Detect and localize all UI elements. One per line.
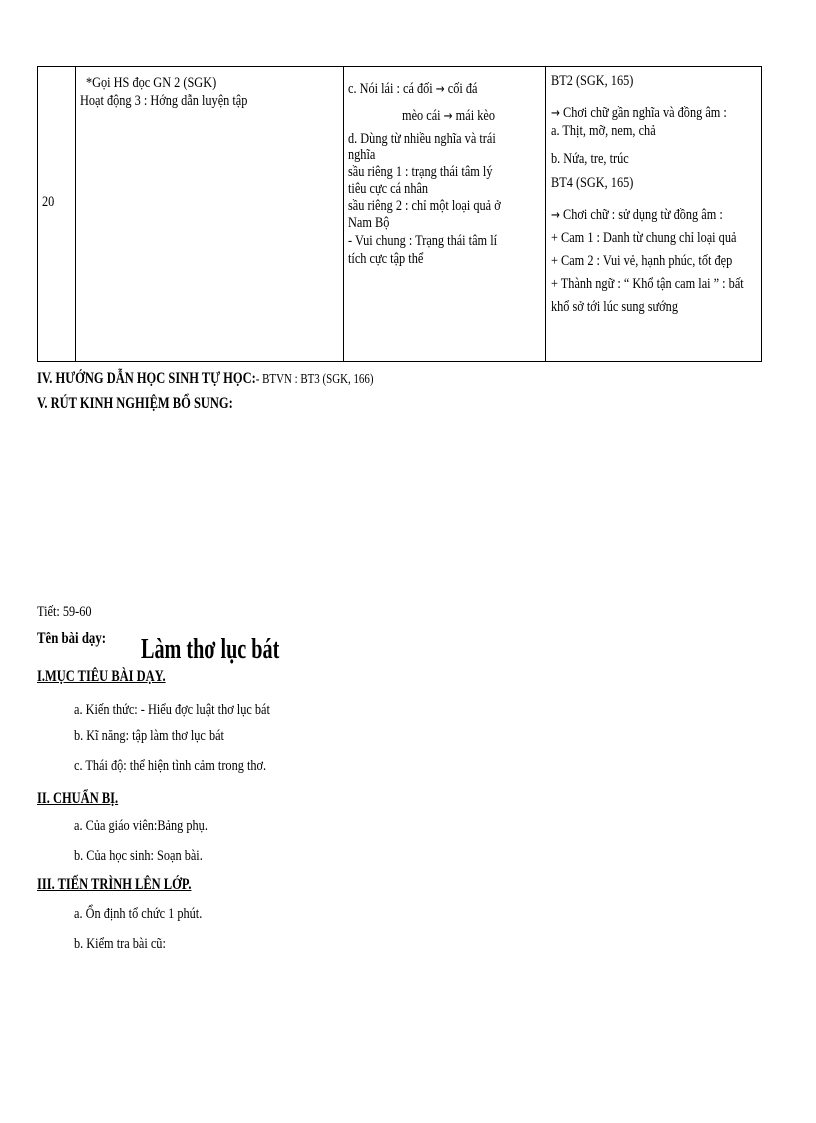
exercise-line-8: + Cam 2 : Vui vẻ, hạnh phúc, tốt đẹp (551, 253, 733, 269)
section-4-text: - BTVN : BT3 (SGK, 166) (255, 372, 374, 387)
arrow-right-icon: → (443, 109, 453, 124)
preparation-heading: II. CHUẨN BỊ. (37, 790, 119, 807)
prep-student: b. Của học sinh: Soạn bài. (74, 848, 203, 864)
exercise-line-5: BT4 (SGK, 165) (551, 175, 634, 191)
row-number: 20 (42, 194, 55, 210)
objectives-heading: I.MỤC TIÊU BÀI DẠY. (37, 668, 166, 685)
content-line-10: tích cực tập thể (348, 251, 424, 267)
table-col-content (344, 67, 546, 361)
content-line-8: Nam Bộ (348, 215, 390, 231)
lesson-period: Tiết: 59-60 (37, 604, 92, 620)
table-col-activities (76, 67, 344, 361)
procedure-heading: III. TIẾN TRÌNH LÊN LỚP. (37, 876, 192, 893)
exercise-line-3: a. Thịt, mỡ, nem, chả (551, 123, 656, 139)
lesson-title: Làm thơ lục bát (141, 634, 280, 665)
activity-line-2: Hoạt động 3 : Hớng dẫn luyện tập (80, 93, 248, 109)
arrow-right-icon: → (551, 208, 560, 223)
lesson-title-label: Tên bài dạy: (37, 630, 106, 647)
content-line-3: d. Dùng từ nhiều nghĩa và trái (348, 131, 496, 147)
content-line-1: c. Nói lái : cá đối → cối đá (348, 81, 478, 97)
section-5-heading: V. RÚT KINH NGHIỆM BỔ SUNG: (37, 395, 233, 412)
exercise-line-10: khổ sở tới lúc sung sướng (551, 299, 678, 315)
arrow-right-icon: → (551, 106, 560, 121)
section-4-heading: IV. HƯỚNG DẪN HỌC SINH TỰ HỌC:- BTVN : BT3 (SGK, 166) (37, 370, 374, 387)
lesson-title-row (37, 630, 106, 648)
exercise-line-1: BT2 (SGK, 165) (551, 73, 634, 89)
table-col-number (38, 67, 76, 361)
content-line-7: sầu riêng 2 : chỉ một loại quả ở (348, 198, 501, 214)
objective-attitude: c. Thái độ: thể hiện tình cảm trong thơ. (74, 758, 267, 774)
content-line-4: nghĩa (348, 147, 376, 163)
arrow-right-icon: → (435, 82, 445, 97)
objective-knowledge: a. Kiến thức: - Hiểu đợc luật thơ lục bát (74, 702, 270, 718)
content-line-2: mèo cái → mái kèo (402, 108, 495, 124)
exercise-line-2: → Chơi chữ gần nghĩa và đồng âm : (551, 105, 727, 121)
exercise-line-6: → Chơi chữ : sử dụng từ đồng âm : (551, 207, 723, 223)
content-line-6: tiêu cực cá nhân (348, 181, 429, 197)
table-col-exercises (546, 67, 761, 361)
exercise-line-9: + Thành ngữ : “ Khổ tận cam lai ” : bất (551, 276, 744, 292)
activity-line-1: *Gọi HS đọc GN 2 (SGK) (86, 75, 217, 91)
prep-teacher: a. Của giáo viên:Bảng phụ. (74, 818, 208, 834)
lesson-table (37, 66, 762, 362)
content-line-9: - Vui chung : Trạng thái tâm lí (348, 233, 498, 249)
procedure-stabilize: a. Ổn định tổ chức 1 phút. (74, 906, 203, 922)
content-line-5: sầu riêng 1 : trạng thái tâm lý (348, 164, 493, 180)
objective-skills: b. Kĩ năng: tập làm thơ lục bát (74, 728, 224, 744)
procedure-review: b. Kiểm tra bài cũ: (74, 936, 166, 952)
exercise-line-7: + Cam 1 : Danh từ chung chỉ loại quả (551, 230, 737, 246)
exercise-line-4: b. Nứa, tre, trúc (551, 151, 629, 167)
